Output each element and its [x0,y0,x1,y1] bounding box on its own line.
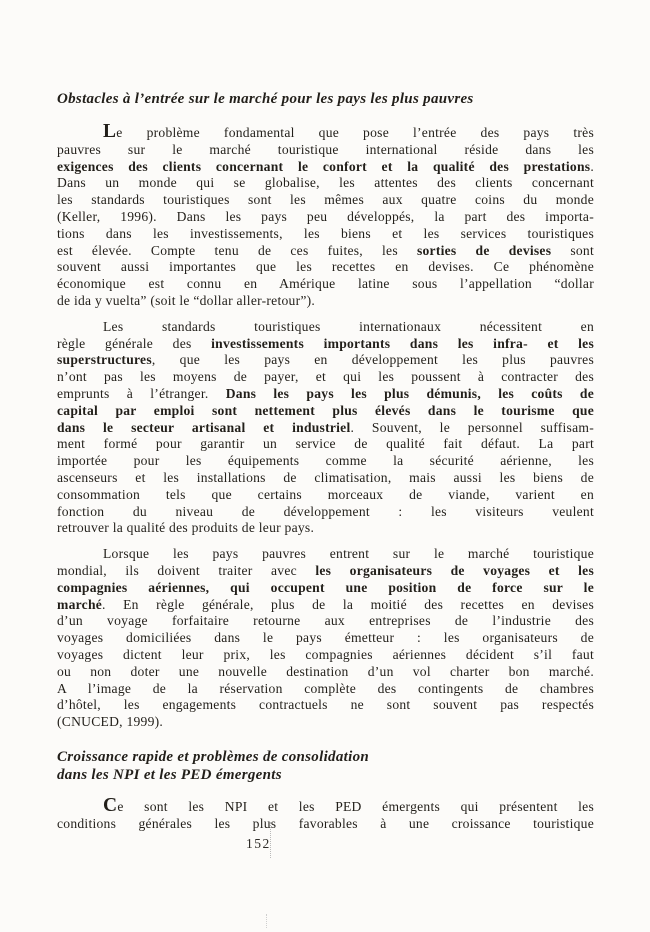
text-run: importée pour les équipements comme la sécurité aérienne, les [57,453,594,469]
text-line [57,470,594,487]
text-line [57,613,594,630]
text-line [57,520,594,537]
text-run: (Keller, 1996). Dans les pays peu développés, la part des importa- [57,208,594,224]
text-run: sont [551,242,595,258]
paragraph-group-a [57,122,594,731]
text-line [57,336,594,353]
initial-capital: C [103,794,118,816]
scan-artifact-dotted-line [270,822,271,858]
paragraph [57,122,594,310]
text-line [57,386,594,403]
text-run: n’ont pas les moyens de payer, et qui les poussent à contracter des [57,369,594,385]
text-run: voyages domiciliées dans le pays émetteur : les organisateurs de [57,630,594,646]
text-run: , que les pays en développement les plus pauvres [151,352,594,368]
text-run: ment formé pour garantir un service de qualité fait défaut. La part [57,436,594,452]
text-line [57,226,594,243]
text-run: Les standards touristiques internationaux nécessitent en [103,318,594,334]
text-run: économique est connu en Amérique latine sous l’appellation “dollar [57,276,594,292]
paragraph [57,796,594,833]
text-block [57,90,594,841]
text-run: d’un voyage forfaitaire retourne aux entreprises de l’industrie des [57,613,594,629]
text-line [57,647,594,664]
page-number: 152 [246,836,271,851]
text-line [57,293,594,310]
text-line [57,319,594,336]
text-run: retrouver la qualité des produits de leur pays. [57,520,315,536]
bold-text-run: dans le secteur artisanal et industriel [57,419,351,435]
text-run: ou non doter une nouvelle destination d’un vol charter bon marché. [57,663,594,679]
text-line [57,563,594,580]
text-line [57,175,594,192]
bold-text-run: sorties de devises [416,242,552,258]
bold-text-run: les organisateurs de voyages et les [315,562,594,578]
bold-text-run: marché [57,596,103,612]
text-line [57,546,594,563]
text-line [57,436,594,453]
text-line [57,714,594,731]
section-heading-croissance [57,748,594,785]
text-run: A l’image de la réservation complète des contingents de chambres [57,680,594,696]
text-run: e problème fondamental que pose l’entrée des pays très [116,125,594,140]
text-run: Dans un monde qui se globalise, les attentes des clients concernant [57,175,594,191]
text-line [57,597,594,614]
text-line [57,664,594,681]
text-run: conditions générales les plus favorables à une croissance touristique [57,815,594,831]
text-run: ascenseurs et les installations de climatisation, mais aussi les biens de [57,469,594,485]
text-run: souvent aussi importantes que les recettes en devises. Ce phénomène [57,259,594,275]
text-line [57,243,594,260]
text-line [57,697,594,714]
text-run: . Souvent, le personnel suffisam- [350,419,594,435]
text-line [57,420,594,437]
initial-capital: L [103,121,117,142]
text-line [57,796,594,816]
text-run: tions dans les investissements, les biens et les services touristiques [57,225,594,241]
bold-text-run: Dans les pays les plus démunis, les coûts de [225,385,594,401]
text-line [57,369,594,386]
text-run: règle générale des [57,335,212,351]
text-run: e sont les NPI et les PED émergents qui présentent les [117,798,594,814]
text-line [57,192,594,209]
text-run: les standards touristiques sont les mêmes aux quatre coins du monde [57,192,594,208]
bold-text-run: superstructures [57,352,152,368]
text-line [57,259,594,276]
text-line [57,403,594,420]
paragraph-group-b [57,796,594,833]
section-heading-croissance-line2: dans les NPI et les PED émergents [57,767,282,784]
section-heading-obstacles: Obstacles à l’entrée sur le marché pour les pays les plus pauvres [57,91,474,107]
text-run: voyages dictent leur prix, les compagnies aériennes décident s’il faut [57,646,594,662]
paragraph [57,319,594,537]
text-line [57,122,594,142]
bold-text-run: investissements importants dans les infra- et les [211,335,595,351]
text-run: mondial, ils doivent traiter avec [57,562,316,578]
text-run: Lorsque les pays pauvres entrent sur le marché touristique [103,546,594,562]
text-line [57,142,594,159]
text-line [57,209,594,226]
scan-artifact-dots [266,914,267,928]
text-run: emprunts à l’étranger. [57,385,226,401]
text-run: (CNUCED, 1999). [57,714,164,730]
text-run: . [590,158,594,174]
text-line [57,504,594,521]
text-line [57,816,594,833]
text-run: de ida y vuelta” (soit le “dollar aller-retour”). [57,292,316,308]
text-run: est élevée. Compte tenu de ces fuites, les [57,242,417,258]
text-run: pauvres sur le marché touristique international réside dans les [57,141,594,157]
text-line [57,453,594,470]
section-heading-croissance-line1: Croissance rapide et problèmes de consolidation [57,748,370,765]
text-line [57,276,594,293]
text-run: fonction du niveau de développement : les visiteurs veulent [57,503,594,519]
text-line [57,487,594,504]
bold-text-run: exigences des clients concernant le confort et la qualité des prestations [57,158,591,174]
text-run: d’hôtel, les engagements contractuels ne sont souvent pas respectés [57,697,594,713]
text-line [57,681,594,698]
text-run: . En règle générale, plus de la moitié des recettes en devises [102,596,594,612]
bold-text-run: capital par emploi sont nettement plus élevés dans le tourisme que [57,402,594,418]
bold-text-run: compagnies aériennes, qui occupent une position de force sur le [57,579,594,595]
text-line [57,159,594,176]
text-line [57,580,594,597]
text-line [57,630,594,647]
text-run: consommation tels que certains morceaux de viande, varient en [57,486,594,502]
paragraph [57,546,594,731]
text-line [57,352,594,369]
